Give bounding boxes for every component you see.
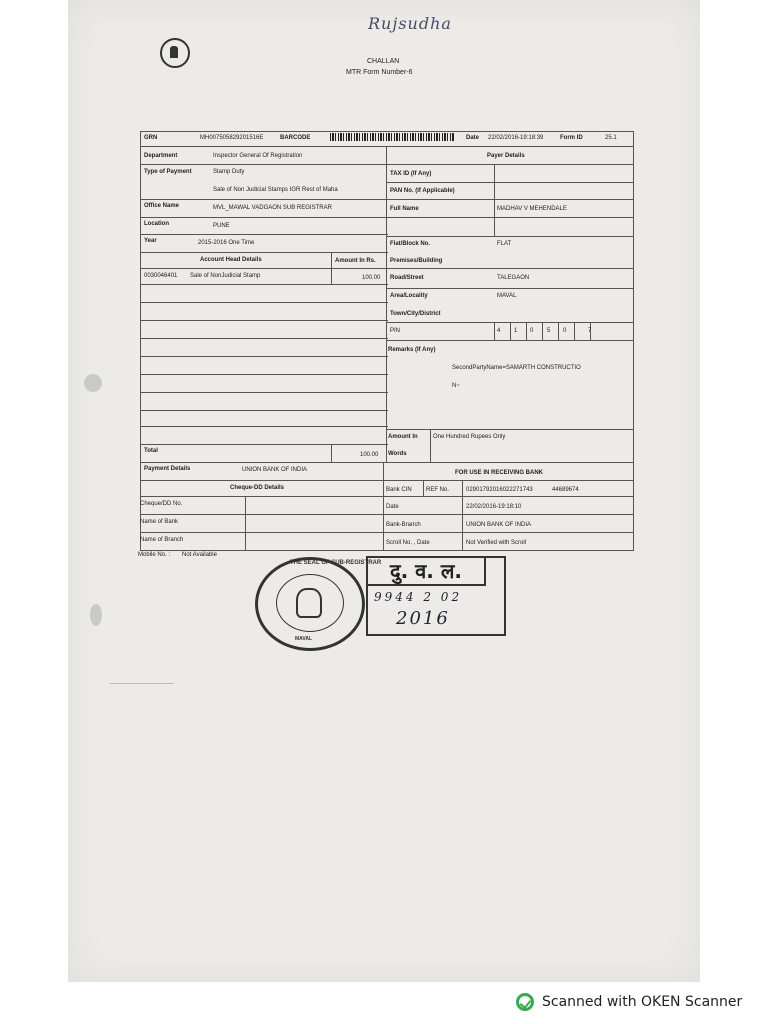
ref-divider	[423, 480, 424, 496]
punch-hole	[90, 604, 102, 626]
pin-divider	[574, 322, 575, 340]
table-rule	[140, 480, 634, 481]
remarks-line-2: N~	[452, 383, 460, 389]
total-label: Total	[144, 448, 158, 454]
words-label: Words	[388, 451, 407, 457]
table-rule	[140, 532, 634, 533]
stamp-heading: दु. व. ल.	[368, 558, 486, 586]
area-label: Area/Locality	[390, 293, 428, 299]
year-value: 2015-2016 One Time	[198, 240, 255, 246]
road-value: TALEGAON	[497, 275, 530, 281]
form-number: MTR Form Number-6	[346, 69, 413, 76]
table-divider	[462, 480, 463, 550]
mobile-value: Not Available	[182, 552, 217, 558]
name-of-bank-label: Name of Bank	[140, 519, 179, 525]
table-rule	[140, 356, 388, 357]
table-divider	[386, 146, 387, 462]
bank-cin-value: 02901792016022271743	[466, 487, 533, 493]
premises-label: Premises/Building	[390, 258, 443, 264]
grn-label: GRN	[144, 135, 158, 141]
total-value: 100.00	[360, 452, 379, 458]
oken-scanner-icon	[516, 993, 534, 1011]
registration-stamp	[366, 556, 506, 636]
year-label: Year	[144, 238, 157, 244]
amount-in-words-value: One Hundred Rupees Only	[433, 434, 506, 440]
barcode-label: BARCODE	[280, 135, 311, 141]
scroll-label: Scroll No. , Date	[386, 540, 430, 546]
table-rule	[386, 429, 634, 430]
bank-date-label: Date	[386, 504, 399, 510]
department-value: Inspector General Of Registration	[213, 153, 303, 159]
pin-digit: 5	[547, 328, 551, 334]
type-of-payment-label: Type of Payment	[144, 169, 192, 175]
table-rule	[140, 199, 634, 200]
table-rule	[140, 496, 634, 497]
bank-branch-label: Bank-Branch	[386, 522, 421, 528]
pin-digit: 0	[563, 328, 567, 334]
type-of-payment-detail: Sale of Non Judicial Stamps IGR Rest of Maha	[213, 187, 338, 193]
table-rule	[140, 426, 388, 427]
account-amount: 100.00	[362, 275, 381, 281]
pin-divider	[494, 322, 495, 340]
bank-date-value: 22/02/2016-19:18:10	[466, 504, 522, 510]
table-rule	[386, 340, 634, 341]
stamp-year: 2016	[396, 608, 450, 629]
full-name-value: MADHAV V MEHENDALE	[497, 206, 567, 212]
table-rule	[140, 338, 388, 339]
department-label: Department	[144, 153, 178, 159]
remarks-line-1: SecondPartyName=SAMARTH CONSTRUCTIO	[452, 365, 581, 371]
payment-details-label: Payment Details	[144, 466, 191, 472]
table-divider	[383, 462, 384, 550]
remarks-label: Remarks (If Any)	[388, 347, 436, 353]
table-border-top	[140, 131, 634, 132]
table-rule	[140, 462, 634, 463]
amount-in-rs-label: Amount In Rs.	[335, 258, 376, 264]
table-rule	[140, 234, 388, 235]
stamp-number: 9944 2 02	[374, 590, 463, 604]
account-code: 0030046401	[144, 273, 178, 279]
pin-divider	[526, 322, 527, 340]
cheque-no-label: Cheque/DD No.	[140, 501, 183, 507]
table-divider	[331, 252, 332, 284]
table-divider	[245, 496, 246, 550]
pin-digit: 7	[588, 328, 592, 334]
government-emblem-icon	[160, 38, 190, 68]
seal-text-bottom: MAVAL	[295, 636, 313, 642]
form-id-label: Form ID	[560, 135, 583, 141]
flat-value: FLAT	[497, 241, 512, 247]
ref-no-label: REF No.	[426, 487, 450, 493]
receiving-bank-heading: FOR USE IN RECEIVING BANK	[455, 470, 544, 476]
payment-details-value: UNION BANK OF INDIA	[242, 467, 308, 473]
table-border-left	[140, 131, 141, 550]
table-rule	[140, 217, 634, 218]
pin-digit: 0	[530, 328, 534, 334]
table-rule	[140, 146, 634, 147]
bank-cin-label: Bank CIN	[386, 487, 412, 493]
flat-label: Flat/Block No.	[390, 241, 431, 247]
scanner-watermark-text: Scanned with OKEN Scanner	[542, 994, 743, 1010]
table-rule	[140, 444, 388, 445]
barcode-image	[330, 133, 455, 141]
office-name-label: Office Name	[144, 203, 180, 209]
location-label: Location	[144, 221, 169, 227]
cheque-dd-heading: Cheque-DD Details	[230, 485, 285, 491]
bank-cin-value-2: 44689674	[552, 487, 579, 493]
table-rule	[140, 410, 388, 411]
form-id-value: 25.1	[605, 135, 617, 141]
location-value: PUNE	[213, 223, 230, 229]
page-mark	[110, 683, 174, 684]
table-rule	[140, 252, 388, 253]
scanner-watermark	[516, 990, 742, 1014]
office-name-value: MVL_MAWAL VADGAON SUB REGISTRAR	[213, 205, 332, 211]
table-rule	[386, 288, 634, 289]
date-label: Date	[466, 135, 480, 141]
document-page	[68, 0, 700, 982]
table-rule	[386, 236, 634, 237]
road-label: Road/Street	[390, 275, 424, 281]
table-rule	[140, 514, 634, 515]
challan-title: CHALLAN	[367, 58, 400, 65]
area-value: MAVAL	[497, 293, 517, 299]
table-divider	[331, 444, 332, 462]
table-rule	[140, 284, 388, 285]
date-value: 22/02/2016-19:18:39	[488, 135, 544, 141]
pin-digit: 4	[497, 328, 501, 334]
grn-value: MH007505829201516E	[200, 135, 264, 141]
name-of-branch-label: Name of Branch	[140, 537, 184, 543]
handwritten-name: Rujsudha	[368, 14, 452, 33]
table-divider	[430, 429, 431, 462]
pan-label: PAN No. (If Applicable)	[390, 188, 455, 194]
table-rule	[140, 392, 388, 393]
table-rule	[140, 164, 634, 165]
table-rule	[386, 182, 634, 183]
mobile-label: Mobile No. :	[138, 552, 171, 558]
seal-emblem-icon	[296, 588, 322, 618]
account-description: Sale of NonJudicial Stamp	[190, 273, 261, 279]
bank-branch-value: UNION BANK OF INDIA	[466, 522, 532, 528]
tax-id-label: TAX ID (If Any)	[390, 171, 432, 177]
punch-hole	[84, 374, 102, 392]
seal-text-top: THE SEAL OF SUB-REGISTRAR	[290, 560, 382, 566]
table-rule	[140, 320, 388, 321]
amount-in-label: Amount In	[388, 434, 418, 440]
payer-details-heading: Payer Details	[487, 153, 525, 159]
town-label: Town/City/District	[390, 311, 441, 317]
type-of-payment-value: Stamp Duty	[213, 169, 245, 175]
account-head-label: Account Head Details	[200, 257, 262, 263]
pin-divider	[542, 322, 543, 340]
scroll-value: Not Verified with Scroll	[466, 540, 527, 546]
full-name-label: Full Name	[390, 206, 419, 212]
pin-divider	[510, 322, 511, 340]
table-rule	[140, 268, 634, 269]
table-rule	[140, 302, 388, 303]
table-border-right	[633, 131, 634, 550]
table-rule	[140, 374, 388, 375]
table-divider	[494, 164, 495, 236]
pin-label: PIN	[390, 328, 401, 334]
pin-divider	[558, 322, 559, 340]
pin-digit: 1	[514, 328, 518, 334]
